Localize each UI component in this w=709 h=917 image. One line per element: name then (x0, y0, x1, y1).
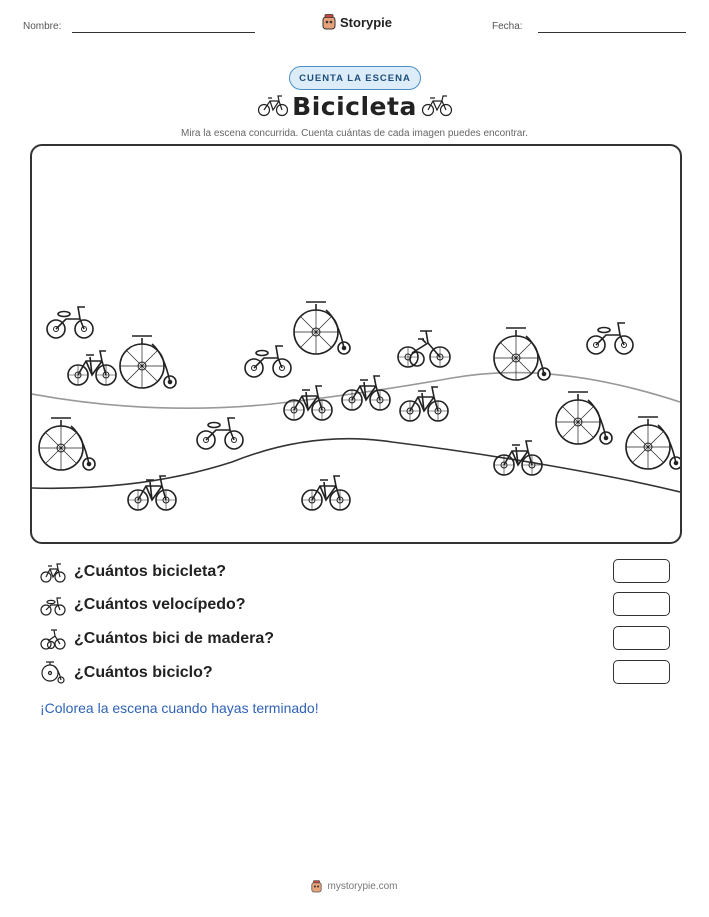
date-label: Fecha: (492, 21, 523, 32)
scene-bicycle-icon (302, 476, 350, 510)
scene-penny-farthing-icon (294, 302, 350, 354)
question-text: ¿Cuántos bici de madera? (74, 630, 275, 647)
scene-bicycle-icon (68, 351, 116, 385)
name-field[interactable] (72, 32, 255, 33)
scene-bicycle-icon (400, 387, 448, 421)
question-row-balance-bike (40, 592, 246, 618)
title-bicycle-icon-right (421, 93, 453, 117)
scene-penny-farthing-icon (120, 336, 176, 388)
coloring-instruction: ¡Colorea la escena cuando hayas terminado! (40, 700, 319, 716)
scene-tricycle-icon (398, 331, 450, 367)
answer-box-bicycle[interactable] (613, 559, 670, 583)
question-row-penny-farthing (40, 660, 213, 686)
scene-balance-bike-icon (245, 346, 291, 377)
scene-balance-bike-icon (197, 418, 243, 449)
question-row-tricycle (40, 626, 274, 652)
scene-balance-bike-icon (47, 307, 93, 338)
scene-balance-bike-icon (587, 323, 633, 354)
brand-name: Storypie (340, 14, 393, 30)
bicycle-icon (40, 560, 66, 584)
question-text: ¿Cuántos biciclo? (74, 664, 213, 681)
mascot-icon (322, 14, 336, 30)
answer-box-balance-bike[interactable] (613, 592, 670, 616)
scene-penny-farthing-icon (626, 417, 680, 469)
scene-bicycle-icon (342, 376, 390, 410)
penny-farthing-icon (40, 661, 66, 685)
question-row-bicycle (40, 559, 226, 585)
balance-bike-icon (40, 593, 66, 617)
site-url: mystorypie.com (327, 881, 398, 892)
answer-box-penny-farthing[interactable] (613, 660, 670, 684)
counting-scene (30, 144, 682, 544)
instructions: Mira la escena concurrida. Cuenta cuántas de cada imagen puedes encontrar. (181, 128, 528, 139)
activity-badge: CUENTA LA ESCENA (289, 66, 421, 90)
scene-penny-farthing-icon (39, 418, 95, 470)
answer-box-tricycle[interactable] (613, 626, 670, 650)
name-label: Nombre: (23, 21, 62, 32)
scene-bicycle-icon (284, 386, 332, 420)
tricycle-icon (40, 627, 66, 651)
page-title: Bicicleta (292, 92, 417, 121)
scene-penny-farthing-icon (556, 392, 612, 444)
question-text: ¿Cuántos bicicleta? (74, 563, 227, 580)
mascot-icon (311, 880, 322, 893)
brand-logo (322, 14, 392, 30)
site-footer (0, 880, 709, 893)
scene-illustration (32, 146, 680, 542)
date-field[interactable] (538, 32, 686, 33)
question-text: ¿Cuántos velocípedo? (74, 596, 246, 613)
